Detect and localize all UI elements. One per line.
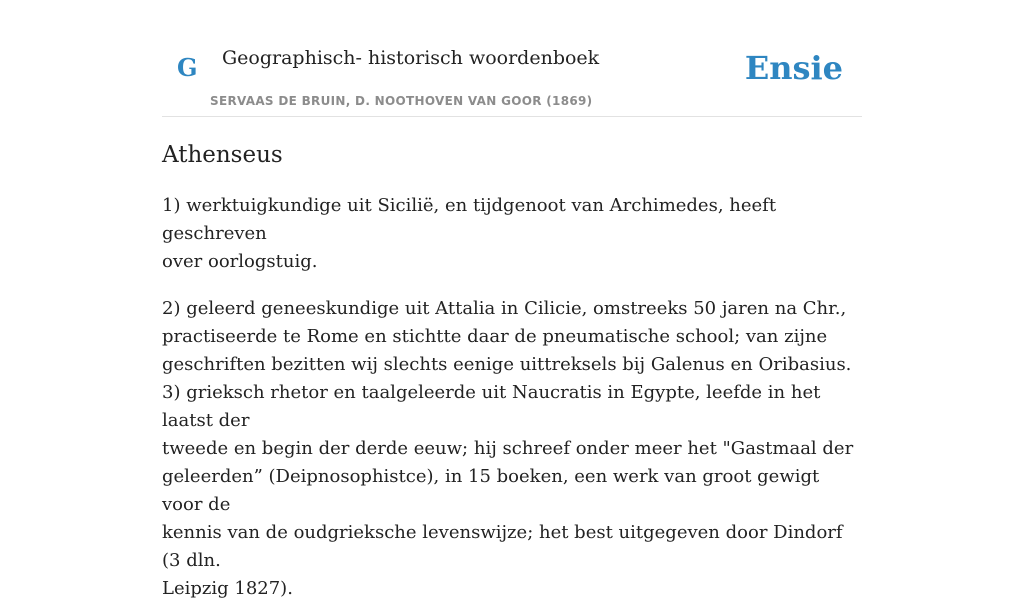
ensie-logo-link[interactable]: Ensie bbox=[744, 49, 843, 87]
source-authors: SERVAAS DE BRUIN, D. NOOTHOVEN VAN GOOR (1869) bbox=[210, 94, 593, 108]
source-letter-badge: G bbox=[177, 53, 198, 82]
source-title[interactable]: Geographisch- historisch woordenboek bbox=[222, 47, 600, 69]
source-header bbox=[162, 38, 862, 117]
entry-paragraph: 1) werktuigkundige uit Sicilië, en tijdgenoot van Archimedes, heeft geschreven over oorlogstuig. bbox=[162, 195, 777, 272]
entry-article bbox=[162, 138, 862, 603]
entry-title: Athenseus bbox=[162, 142, 283, 168]
entry-paragraph: 2) geleerd geneeskundige uit Attalia in Cilicie, omstreeks 50 jaren na Chr., practiseerde te Rome en stichtte daar de pneumatische school; van zijne geschriften bezitten wij slechts eenige uittreksels bij Galenus en Oribasius. 3) grieksch rhetor en taalgeleerde uit Naucratis in Egypte, leefde in het laatst der tweede en begin der derde eeuw; hij schreef onder meer het "Gastmaal der geleerden” (Deipnosophistce), in 15 boeken, een werk van groot gewigt voor de kennis van de oudgrieksche levenswijze; het best uitgegeven door Dindorf (3 dln. Leipzig 1827). bbox=[162, 298, 854, 599]
